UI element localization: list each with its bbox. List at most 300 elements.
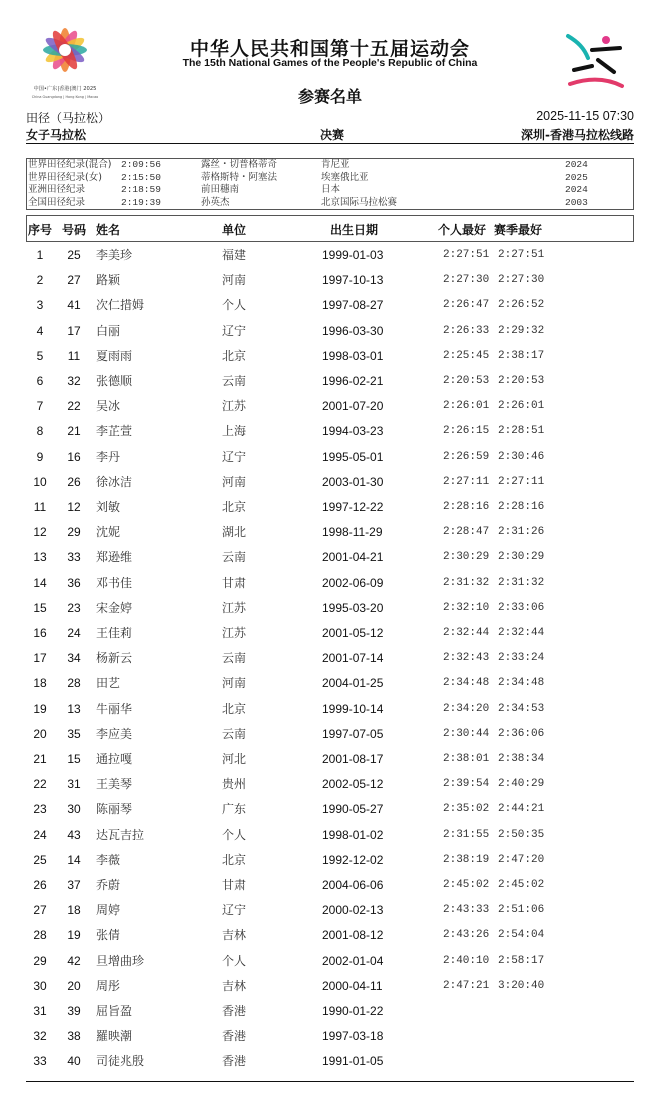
table-row (0, 801, 660, 826)
cell-dob: 1997-12-22 (322, 500, 384, 514)
games-title-en: The 15th National Games of the People's Republic of China (182, 57, 478, 69)
table-row (0, 449, 660, 474)
record-holder: 露丝・切普格蒂奇 (201, 159, 278, 170)
cell-name: 司徒兆殷 (96, 1054, 145, 1069)
cell-bib: 41 (67, 298, 81, 313)
cell-name: 杨新云 (96, 651, 133, 666)
cell-name: 夏雨雨 (96, 348, 133, 363)
cell-no: 22 (33, 777, 47, 792)
cell-dob: 1998-03-01 (322, 348, 384, 363)
cell-personal-best: 2:20:53 (443, 375, 490, 387)
cell-no: 2 (36, 273, 44, 288)
cell-bib: 17 (67, 323, 81, 338)
cell-season-best: 2:30:29 (498, 551, 545, 564)
cell-bib: 11 (67, 348, 81, 363)
cell-no: 12 (33, 525, 47, 540)
cell-no: 13 (33, 550, 47, 565)
cell-personal-best: 2:45:02 (443, 879, 490, 891)
cell-unit: 江苏 (222, 399, 247, 414)
cell-name: 乔蔚 (96, 878, 121, 892)
cell-bib: 13 (67, 701, 81, 716)
table-row (0, 751, 660, 776)
cell-no: 8 (36, 424, 44, 439)
cell-season-best: 2:50:35 (498, 828, 545, 841)
cell-name: 李薇 (96, 852, 121, 867)
cell-personal-best: 2:32:10 (443, 601, 490, 614)
col-header-sb: 赛季最好 (494, 223, 543, 237)
cell-dob: 2000-02-13 (322, 903, 384, 918)
record-time: 2:15:50 (121, 171, 161, 183)
record-time: 2:09:56 (121, 159, 161, 170)
cell-dob: 2001-07-14 (322, 651, 384, 666)
cell-no: 18 (33, 676, 47, 691)
cell-season-best: 2:33:06 (498, 601, 545, 614)
cell-name: 达瓦吉拉 (96, 827, 145, 842)
table-row (0, 323, 660, 348)
event-name: 女子马拉松 (26, 128, 87, 142)
cell-personal-best: 2:43:33 (443, 904, 490, 917)
cell-name: 邓书佳 (96, 575, 133, 590)
record-year: 2024 (565, 184, 588, 195)
cell-name: 李美珍 (96, 248, 133, 262)
cell-bib: 33 (67, 550, 81, 565)
cell-dob: 1996-02-21 (322, 374, 384, 388)
record-country: 埃塞俄比亚 (321, 171, 369, 183)
cell-dob: 2003-01-30 (322, 474, 384, 489)
cell-bib: 35 (67, 726, 81, 741)
cell-no: 20 (33, 726, 47, 741)
cell-bib: 16 (67, 449, 81, 464)
cell-season-best: 2:27:51 (498, 249, 545, 261)
cell-personal-best: 2:40:10 (443, 954, 490, 967)
cell-season-best: 2:27:11 (498, 475, 545, 488)
cell-personal-best: 2:28:16 (443, 501, 490, 513)
cell-bib: 14 (67, 852, 81, 867)
cell-personal-best: 2:32:43 (443, 652, 490, 665)
table-row (0, 675, 660, 700)
cell-season-best: 2:45:02 (498, 879, 545, 891)
cell-no: 29 (33, 953, 47, 968)
cell-season-best: 2:30:46 (498, 450, 545, 463)
cell-no: 32 (33, 1029, 47, 1044)
cell-season-best: 2:32:44 (498, 627, 545, 639)
cell-dob: 2001-08-17 (322, 752, 384, 766)
cell-bib: 43 (67, 827, 81, 842)
cell-no: 1 (36, 248, 44, 262)
record-country: 日本 (321, 184, 341, 195)
cell-personal-best: 2:35:02 (443, 803, 490, 816)
cell-season-best: 2:51:06 (498, 904, 545, 917)
record-label: 亚洲田径纪录 (28, 184, 86, 195)
cell-unit: 云南 (222, 550, 247, 565)
cell-dob: 2004-06-06 (322, 878, 384, 892)
record-country: 肯尼亚 (321, 159, 350, 170)
cell-no: 6 (36, 374, 44, 388)
cell-name: 张德顺 (96, 374, 133, 388)
cell-unit: 湖北 (222, 525, 247, 540)
sport-name: 田径（马拉松） (26, 111, 111, 125)
record-label: 世界田径纪录(混合) (28, 159, 112, 170)
col-header-name: 姓名 (96, 223, 121, 237)
cell-dob: 1995-03-20 (322, 600, 384, 615)
cell-name: 王美琴 (96, 777, 133, 792)
table-row (0, 272, 660, 297)
cell-bib: 19 (67, 928, 81, 943)
table-row (0, 423, 660, 448)
cell-name: 次仁措姆 (96, 298, 145, 313)
cell-name: 白丽 (96, 323, 121, 338)
record-country: 北京国际马拉松赛 (321, 196, 398, 208)
cell-name: 周彤 (96, 978, 121, 993)
cell-unit: 广东 (222, 802, 247, 817)
cell-unit: 辽宁 (222, 449, 247, 464)
col-header-no: 序号 (28, 223, 53, 237)
cell-bib: 18 (67, 903, 81, 918)
cell-name: 李应美 (96, 726, 133, 741)
cell-personal-best: 2:28:47 (443, 526, 490, 539)
cell-season-best: 2:36:06 (498, 727, 545, 740)
cell-unit: 北京 (222, 348, 247, 363)
table-row (0, 827, 660, 852)
cell-bib: 21 (67, 424, 81, 439)
cell-unit: 云南 (222, 651, 247, 666)
table-row (0, 499, 660, 524)
cell-bib: 23 (67, 600, 81, 615)
cell-personal-best: 2:27:30 (443, 274, 490, 287)
cell-unit: 云南 (222, 726, 247, 741)
cell-bib: 38 (67, 1029, 81, 1044)
cell-personal-best: 2:26:59 (443, 450, 490, 463)
cell-dob: 2001-08-12 (322, 928, 384, 943)
cell-season-best: 2:20:53 (498, 375, 545, 387)
cell-name: 羅映潮 (96, 1029, 133, 1044)
table-row (0, 650, 660, 675)
cell-no: 11 (33, 500, 47, 514)
cell-bib: 32 (67, 374, 81, 388)
cell-unit: 河南 (222, 273, 247, 288)
cell-name: 徐冰洁 (96, 474, 133, 489)
cell-unit: 吉林 (222, 928, 247, 943)
cell-season-best: 2:38:34 (498, 753, 545, 765)
cell-personal-best: 2:31:32 (443, 576, 490, 589)
cell-unit: 甘肃 (222, 575, 247, 590)
cell-unit: 吉林 (222, 978, 247, 993)
table-row (0, 776, 660, 801)
col-header-pb: 个人最好 (438, 223, 487, 237)
cell-bib: 20 (67, 978, 81, 993)
cell-bib: 31 (67, 777, 81, 792)
cell-name: 张倩 (96, 928, 121, 943)
cell-personal-best: 2:43:26 (443, 929, 490, 942)
event-stage: 决赛 (320, 128, 345, 142)
cell-no: 24 (33, 827, 47, 842)
cell-unit: 个人 (222, 298, 247, 313)
record-row (27, 184, 633, 196)
cell-unit: 香港 (222, 1054, 247, 1069)
cell-name: 屈旨盈 (96, 1004, 133, 1018)
cell-personal-best: 2:27:51 (443, 249, 490, 261)
table-row (0, 1028, 660, 1053)
cell-unit: 香港 (222, 1004, 247, 1018)
record-year: 2024 (565, 159, 588, 170)
cell-bib: 24 (67, 626, 81, 640)
cell-season-best: 2:40:29 (498, 778, 545, 791)
col-header-bib: 号码 (62, 223, 87, 237)
cell-season-best: 2:58:17 (498, 954, 545, 967)
records-box (26, 158, 634, 210)
cell-bib: 40 (67, 1054, 81, 1069)
cell-personal-best: 2:26:15 (443, 425, 490, 438)
cell-unit: 江苏 (222, 600, 247, 615)
cell-dob: 1991-01-05 (322, 1054, 384, 1069)
record-holder: 蒂格斯特・阿塞法 (201, 171, 278, 183)
cell-dob: 2002-05-12 (322, 777, 384, 792)
cell-name: 通拉嘎 (96, 752, 133, 766)
record-holder: 孙英杰 (201, 196, 230, 208)
cell-personal-best: 2:39:54 (443, 778, 490, 791)
cell-name: 旦增曲珍 (96, 953, 145, 968)
cell-season-best: 2:47:20 (498, 853, 545, 866)
record-time: 2:18:59 (121, 184, 161, 195)
cell-season-best: 2:44:21 (498, 803, 545, 816)
cell-dob: 1997-03-18 (322, 1029, 384, 1044)
table-row (0, 398, 660, 423)
cell-personal-best: 2:30:29 (443, 551, 490, 564)
cell-no: 28 (33, 928, 47, 943)
col-header-unit: 单位 (222, 223, 247, 237)
table-row (0, 1003, 660, 1028)
table-row (0, 348, 660, 373)
cell-season-best: 2:29:32 (498, 324, 545, 337)
cell-name: 王佳莉 (96, 626, 133, 640)
record-label: 世界田径纪录(女) (28, 171, 102, 183)
cell-no: 4 (36, 323, 44, 338)
cell-season-best: 2:27:30 (498, 274, 545, 287)
cell-bib: 36 (67, 575, 81, 590)
cell-no: 31 (33, 1004, 47, 1018)
cell-dob: 1997-07-05 (322, 726, 384, 741)
cell-unit: 江苏 (222, 626, 247, 640)
cell-unit: 北京 (222, 852, 247, 867)
cell-no: 33 (33, 1054, 47, 1069)
cell-unit: 河北 (222, 752, 247, 766)
table-row (0, 978, 660, 1003)
event-datetime: 2025-11-15 07:30 (536, 109, 634, 123)
cell-name: 宋金婷 (96, 600, 133, 615)
cell-dob: 2004-01-25 (322, 676, 384, 691)
cell-name: 周婷 (96, 903, 121, 918)
cell-personal-best: 2:30:44 (443, 727, 490, 740)
cell-personal-best: 2:32:44 (443, 627, 490, 639)
cell-no: 19 (33, 701, 47, 716)
cell-season-best: 2:26:01 (498, 400, 545, 413)
svg-text:China Guangdong | Hong Kong |: China Guangdong | Hong Kong | Macao (31, 95, 99, 99)
cell-personal-best: 2:27:11 (443, 475, 490, 488)
record-row (27, 197, 633, 209)
cell-no: 25 (33, 852, 47, 867)
cell-bib: 28 (67, 676, 81, 691)
table-row (0, 953, 660, 978)
cell-bib: 30 (67, 802, 81, 817)
table-row (0, 474, 660, 499)
cell-no: 14 (33, 575, 47, 590)
cell-bib: 29 (67, 525, 81, 540)
table-row (0, 297, 660, 322)
svg-text:中国•广东|香港|澳门 2025: 中国•广东|香港|澳门 2025 (33, 86, 97, 92)
cell-dob: 1995-05-01 (322, 449, 384, 464)
cell-personal-best: 2:26:33 (443, 324, 490, 337)
cell-dob: 1996-03-30 (322, 323, 384, 338)
cell-personal-best: 2:31:55 (443, 828, 490, 841)
cell-unit: 云南 (222, 374, 247, 388)
table-row (0, 927, 660, 952)
cell-season-best: 2:38:17 (498, 349, 545, 362)
table-row (0, 247, 660, 272)
cell-bib: 39 (67, 1004, 81, 1018)
cell-bib: 12 (67, 500, 81, 514)
cell-unit: 贵州 (222, 777, 247, 792)
cell-dob: 1999-10-14 (322, 701, 384, 716)
table-row (0, 726, 660, 751)
record-row (27, 159, 633, 171)
record-year: 2003 (565, 196, 588, 208)
cell-season-best: 2:33:24 (498, 652, 545, 665)
cell-dob: 2001-04-21 (322, 550, 384, 565)
cell-no: 21 (33, 752, 47, 766)
cell-bib: 34 (67, 651, 81, 666)
record-row (27, 172, 633, 184)
cell-name: 李芷萱 (96, 424, 133, 439)
table-row (0, 524, 660, 549)
table-row (0, 852, 660, 877)
cell-unit: 个人 (222, 827, 247, 842)
cell-dob: 1997-08-27 (322, 298, 384, 313)
cell-name: 路颖 (96, 273, 121, 288)
table-row (0, 701, 660, 726)
cell-dob: 1998-11-29 (322, 525, 383, 540)
cell-name: 陈丽琴 (96, 802, 133, 817)
cell-personal-best: 2:26:01 (443, 400, 490, 413)
cell-no: 7 (36, 399, 44, 414)
cell-dob: 1999-01-03 (322, 248, 384, 262)
divider (26, 143, 634, 144)
table-row (0, 625, 660, 650)
cell-season-best: 3:20:40 (498, 979, 545, 992)
cell-personal-best: 2:34:48 (443, 677, 490, 690)
cell-season-best: 2:28:16 (498, 501, 545, 513)
cell-personal-best: 2:47:21 (443, 979, 490, 992)
cell-season-best: 2:54:04 (498, 929, 545, 942)
table-row (0, 373, 660, 398)
table-row (0, 877, 660, 902)
cell-no: 26 (33, 878, 47, 892)
mascot-emblem-icon (562, 28, 628, 92)
cell-dob: 2001-05-12 (322, 626, 384, 640)
cell-name: 牛丽华 (96, 701, 133, 716)
games-title-cn: 中华人民共和国第十五届运动会 (189, 38, 470, 60)
document-title: 参赛名单 (297, 87, 362, 106)
cell-name: 吴冰 (96, 399, 121, 414)
cell-dob: 2000-04-11 (322, 978, 383, 993)
cell-dob: 1994-03-23 (322, 424, 384, 439)
cell-bib: 27 (67, 273, 81, 288)
cell-no: 27 (33, 903, 47, 918)
cell-name: 郑逊维 (96, 550, 133, 565)
cell-season-best: 2:26:52 (498, 299, 545, 312)
cell-dob: 2001-07-20 (322, 399, 384, 414)
cell-no: 16 (33, 626, 47, 640)
table-row (0, 902, 660, 927)
cell-dob: 1998-01-02 (322, 827, 384, 842)
cell-dob: 2002-01-04 (322, 953, 384, 968)
cell-unit: 河南 (222, 474, 247, 489)
cell-no: 30 (33, 978, 47, 993)
table-row (0, 1053, 660, 1078)
cell-unit: 北京 (222, 500, 247, 514)
cell-season-best: 2:31:26 (498, 526, 545, 539)
cell-unit: 甘肃 (222, 878, 247, 892)
cell-dob: 1992-12-02 (322, 852, 384, 867)
col-header-dob: 出生日期 (330, 223, 379, 237)
cell-unit: 福建 (222, 248, 247, 262)
cell-no: 10 (33, 474, 47, 489)
cell-bib: 22 (67, 399, 81, 414)
table-row (0, 575, 660, 600)
cell-name: 沈妮 (96, 525, 121, 540)
event-route: 深圳-香港马拉松线路 (521, 128, 634, 142)
cell-name: 田艺 (96, 676, 121, 691)
cell-unit: 北京 (222, 701, 247, 716)
cell-dob: 1990-01-22 (322, 1004, 384, 1018)
cell-name: 刘敏 (96, 500, 121, 514)
cell-bib: 25 (67, 248, 81, 262)
cell-name: 李丹 (96, 449, 121, 464)
footer-divider (26, 1081, 634, 1082)
cell-no: 9 (36, 449, 44, 464)
cell-personal-best: 2:34:20 (443, 702, 490, 715)
cell-season-best: 2:34:48 (498, 677, 545, 690)
cell-personal-best: 2:38:01 (443, 753, 490, 765)
cell-unit: 香港 (222, 1029, 247, 1044)
cell-bib: 26 (67, 474, 81, 489)
cell-season-best: 2:31:32 (498, 576, 545, 589)
cell-dob: 2002-06-09 (322, 575, 384, 590)
cell-no: 15 (33, 600, 47, 615)
cell-season-best: 2:34:53 (498, 702, 545, 715)
cell-no: 17 (33, 651, 47, 666)
cell-unit: 辽宁 (222, 323, 247, 338)
record-year: 2025 (565, 171, 588, 183)
event-info-line (26, 109, 634, 127)
cell-no: 23 (33, 802, 47, 817)
table-row (0, 549, 660, 574)
cell-personal-best: 2:26:47 (443, 299, 490, 312)
cell-personal-best: 2:25:45 (443, 349, 490, 362)
cell-personal-best: 2:38:19 (443, 853, 490, 866)
cell-dob: 1997-10-13 (322, 273, 384, 288)
record-holder: 前田穗南 (201, 184, 240, 195)
cell-bib: 15 (67, 752, 81, 766)
table-row (0, 600, 660, 625)
cell-unit: 河南 (222, 676, 247, 691)
cell-bib: 42 (67, 953, 81, 968)
cell-no: 3 (36, 298, 44, 313)
cell-unit: 上海 (222, 424, 247, 439)
cell-unit: 个人 (222, 953, 247, 968)
cell-no: 5 (36, 348, 44, 363)
cell-unit: 辽宁 (222, 903, 247, 918)
games-logo-icon (26, 20, 104, 102)
